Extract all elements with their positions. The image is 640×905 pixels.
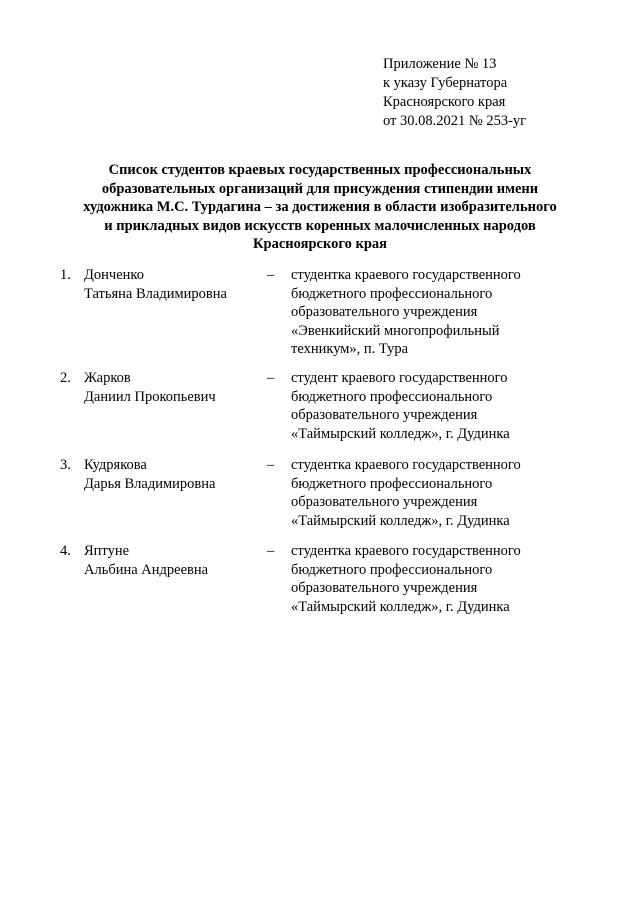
student-given-names: Даниил Прокопьевич — [84, 388, 216, 405]
student-surname: Кудрякова — [84, 457, 147, 473]
dash-separator: – — [267, 267, 275, 283]
student-name — [84, 542, 208, 579]
student-name — [84, 456, 215, 493]
item-number: 2. — [60, 370, 71, 386]
item-number: 4. — [60, 543, 71, 559]
title-line: образовательных организаций для присуждения стипендии имени — [101, 180, 539, 197]
appendix-block — [383, 55, 526, 131]
description-line: студентка краевого государственного — [291, 267, 521, 283]
student-name — [84, 266, 227, 303]
student-surname: Яптуне — [84, 543, 130, 559]
student-surname: Донченко — [84, 267, 144, 283]
student-name — [84, 369, 216, 406]
description-line: «Таймырский колледж», г. Дудинка — [291, 598, 510, 615]
description-line: образовательного учреждения — [291, 304, 478, 320]
description-line: студент краевого государственного — [291, 370, 508, 386]
title-line: Красноярского края — [253, 236, 387, 252]
student-description — [291, 456, 521, 530]
student-description — [291, 542, 521, 616]
description-line: «Таймырский колледж», г. Дудинка — [291, 425, 510, 442]
description-line: образовательного учреждения — [291, 580, 478, 596]
appendix-line: к указу Губернатора — [383, 75, 508, 91]
student-surname: Жарков — [84, 370, 131, 386]
document-title — [60, 161, 580, 254]
item-number: 3. — [60, 457, 71, 473]
student-given-names: Татьяна Владимировна — [84, 285, 227, 302]
student-description — [291, 266, 521, 359]
description-line: техникум», п. Тура — [291, 341, 409, 357]
title-line: и прикладных видов искусств коренных малочисленных народов — [104, 217, 536, 234]
appendix-line: Красноярского края — [383, 94, 506, 110]
description-line: образовательного учреждения — [291, 407, 478, 423]
description-line: бюджетного профессионального — [291, 561, 493, 578]
student-given-names: Альбина Андреевна — [84, 561, 209, 578]
student-description — [291, 369, 510, 443]
description-line: «Эвенкийский многопрофильный — [291, 322, 500, 339]
description-line: бюджетного профессионального — [291, 475, 493, 492]
dash-separator: – — [267, 543, 275, 559]
item-number: 1. — [60, 267, 71, 283]
description-line: студентка краевого государственного — [291, 543, 521, 559]
dash-separator: – — [267, 370, 275, 386]
appendix-line: от 30.08.2021 № 253-уг — [383, 113, 527, 129]
title-line: Список студентов краевых государственных профессиональных — [108, 162, 532, 178]
appendix-line: Приложение № 13 — [383, 56, 497, 72]
dash-separator: – — [267, 457, 275, 473]
description-line: бюджетного профессионального — [291, 285, 493, 302]
description-line: бюджетного профессионального — [291, 388, 493, 405]
description-line: студентка краевого государственного — [291, 457, 521, 473]
title-line: художника М.С. Турдагина – за достижения в области изобразительного — [83, 199, 557, 215]
student-given-names: Дарья Владимировна — [84, 475, 216, 492]
description-line: образовательного учреждения — [291, 494, 478, 510]
description-line: «Таймырский колледж», г. Дудинка — [291, 512, 510, 529]
